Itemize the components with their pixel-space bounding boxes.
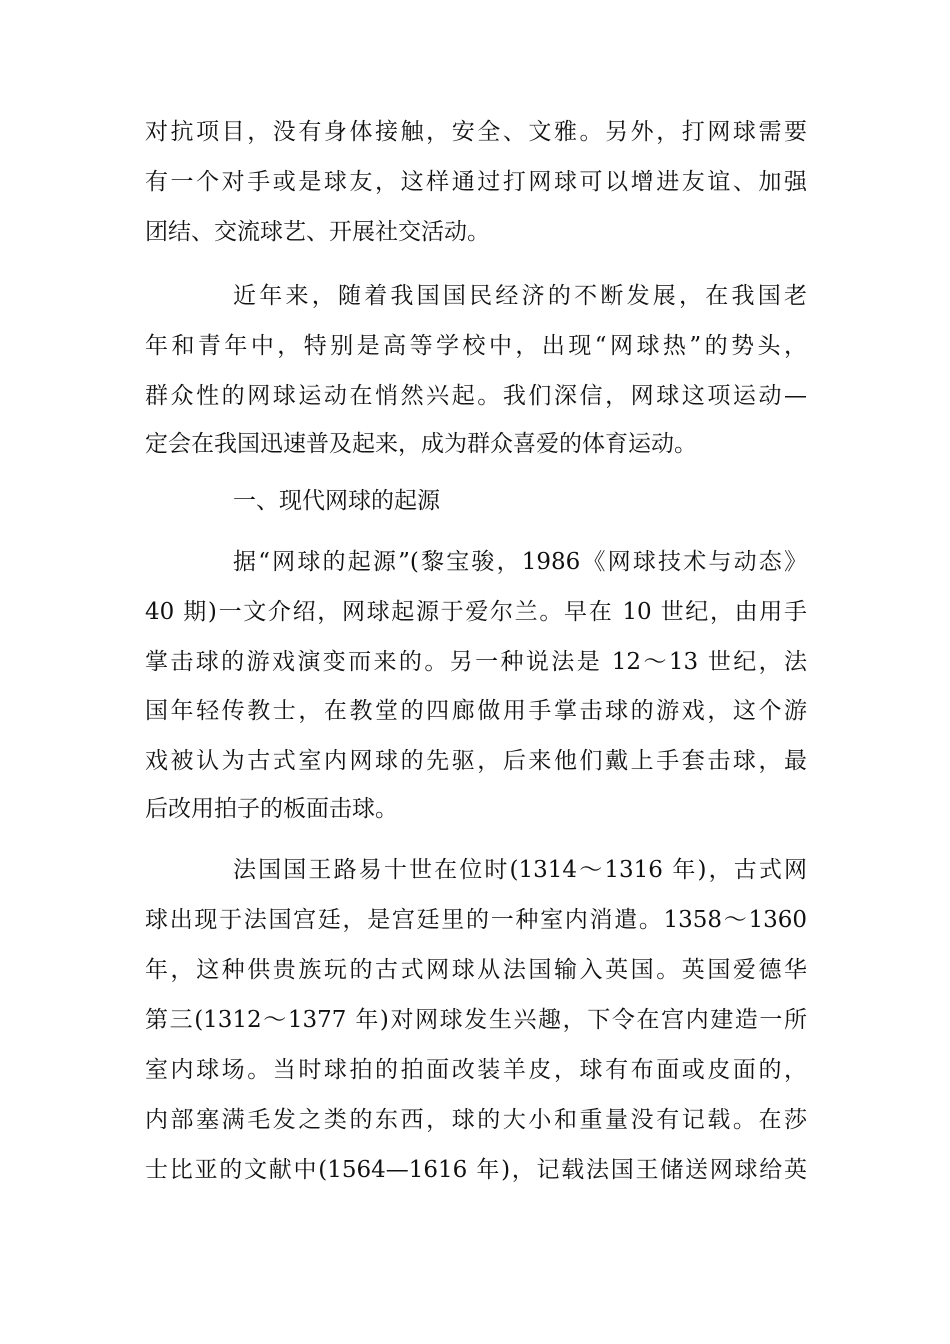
p2-line-1: 近年来，随着我国国民经济的不断发展，在我国老 <box>233 283 807 309</box>
p4-line-4: 第三(1312～1377 年)对网球发生兴趣，下令在宫内建造一所 <box>145 1007 807 1033</box>
p1-line-3: 团结、交流球艺、开展社交活动。 <box>145 219 490 245</box>
p3-line-4: 国年轻传教士，在教堂的四廊做用手掌击球的游戏，这个游 <box>145 698 807 724</box>
p4-line-6: 内部塞满毛发之类的东西，球的大小和重量没有记载。在莎 <box>145 1107 807 1133</box>
p3-line-1: 据“网球的起源”(黎宝骏，1986《网球技术与动态》 <box>233 549 807 575</box>
p3-line-2: 40 期)一文介绍，网球起源于爱尔兰。早在 10 世纪，由用手 <box>145 599 807 625</box>
p2-line-4: 定会在我国迅速普及起来，成为群众喜爱的体育运动。 <box>145 431 697 457</box>
p2-line-3: 群众性的网球运动在悄然兴起。我们深信，网球这项运动— <box>145 383 807 409</box>
p4-line-2: 球出现于法国宫廷，是宫廷里的一种室内消遣。1358～1360 <box>145 907 807 933</box>
p3-line-6: 后改用拍子的板面击球。 <box>145 796 398 822</box>
section-heading: 一、现代网球的起源 <box>233 488 440 514</box>
p1-line-1: 对抗项目，没有身体接触，安全、文雅。另外，打网球需要 <box>145 119 807 145</box>
p3-line-3: 掌击球的游戏演变而来的。另一种说法是 12～13 世纪，法 <box>145 649 807 675</box>
p1-line-2: 有一个对手或是球友，这样通过打网球可以增进友谊、加强 <box>145 169 807 195</box>
p4-line-5: 室内球场。当时球拍的拍面改装羊皮，球有布面或皮面的， <box>145 1057 807 1083</box>
p4-line-3: 年，这种供贵族玩的古式网球从法国输入英国。英国爱德华 <box>145 957 807 983</box>
p3-line-5: 戏被认为古式室内网球的先驱，后来他们戴上手套击球，最 <box>145 748 807 774</box>
p4-line-1: 法国国王路易十世在位时(1314～1316 年)，古式网 <box>233 857 807 883</box>
p2-line-2: 年和青年中，特别是高等学校中，出现“网球热”的势头， <box>145 333 807 359</box>
p4-line-7: 士比亚的文献中(1564—1616 年)，记载法国王储送网球给英 <box>145 1157 807 1183</box>
